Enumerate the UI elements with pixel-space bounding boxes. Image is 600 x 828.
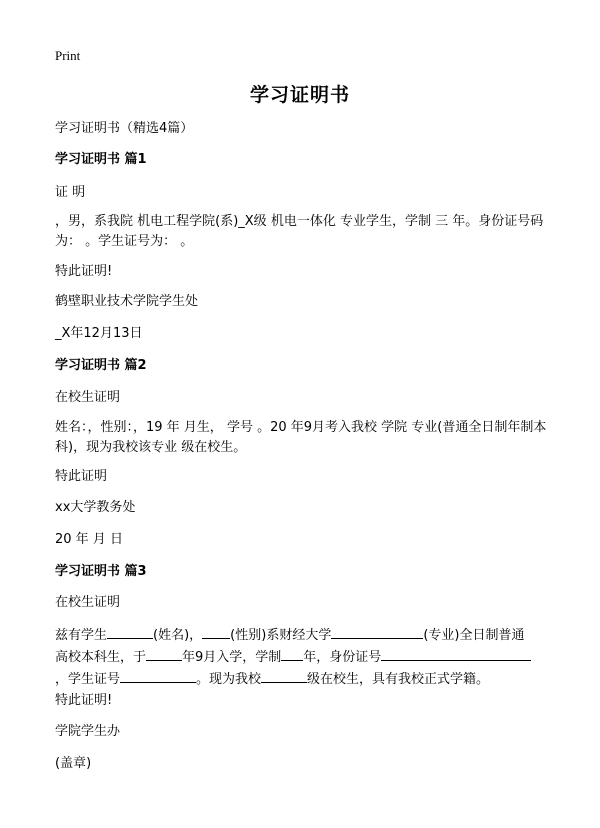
section2-heading: 学习证明书 篇2 bbox=[55, 358, 147, 373]
section3-stamp: (盖章) bbox=[55, 756, 92, 771]
blank-grade bbox=[261, 668, 307, 683]
text-segment: (姓名)， bbox=[153, 628, 203, 643]
section3-body-line2 bbox=[55, 646, 547, 668]
section3-heading: 学习证明书 篇3 bbox=[55, 564, 147, 579]
section3-org: 学院学生办 bbox=[55, 724, 121, 739]
section1-line1: 证 明 bbox=[55, 185, 86, 200]
text-segment: (专业)全日制普通 bbox=[423, 628, 525, 643]
blank-year bbox=[146, 646, 182, 661]
text-segment: 高校本科生，于 bbox=[55, 650, 147, 665]
section2-org: xx大学教务处 bbox=[55, 500, 136, 515]
blank-id-number bbox=[381, 646, 531, 661]
section2-line1: 在校生证明 bbox=[55, 390, 121, 405]
section2-date: 20 年 月 日 bbox=[55, 532, 123, 547]
section1-certify: 特此证明! bbox=[55, 264, 113, 279]
section1-org: 鹤壁职业技术学院学生处 bbox=[55, 294, 199, 309]
section1-body: ，男，系我院 机电工程学院(系)_X级 机电一体化 专业学生，学制 三 年。身份证号码为： 。学生证号为： 。 bbox=[55, 214, 544, 249]
text-segment: 兹有学生 bbox=[55, 628, 108, 643]
section3-body-line1 bbox=[55, 624, 547, 646]
text-segment: 年，身份证号 bbox=[303, 650, 382, 665]
section3-certify: 特此证明! bbox=[55, 693, 113, 708]
section1-date: _X年12月13日 bbox=[55, 326, 143, 341]
section2-body: 姓名：，性别：，19 年 月生， 学号 。20 年9月考入我校 学院 专业(普通全日制年制本科)，现为我校该专业 级在校生。 bbox=[55, 420, 547, 455]
section2-certify: 特此证明 bbox=[55, 469, 108, 484]
blank-gender bbox=[202, 624, 230, 639]
page-title: 学习证明书 bbox=[249, 84, 350, 106]
section3-line1: 在校生证明 bbox=[55, 595, 121, 610]
blank-major bbox=[331, 624, 423, 639]
text-segment: (性别)系财经大学 bbox=[230, 628, 332, 643]
section3-body bbox=[55, 624, 547, 690]
text-segment: 年9月入学，学制 bbox=[182, 650, 282, 665]
subtitle: 学习证明书（精选4篇） bbox=[55, 121, 194, 136]
text-segment: 。现为我校 bbox=[196, 672, 262, 687]
text-segment: 级在校生，具有我校正式学籍。 bbox=[307, 672, 490, 687]
blank-name bbox=[107, 624, 153, 639]
blank-duration bbox=[281, 646, 303, 661]
blank-student-number bbox=[120, 668, 196, 683]
section1-heading: 学习证明书 篇1 bbox=[55, 152, 147, 167]
section3-body-line3 bbox=[55, 668, 547, 690]
print-label: Print bbox=[55, 48, 81, 63]
text-segment: ，学生证号 bbox=[55, 672, 121, 687]
